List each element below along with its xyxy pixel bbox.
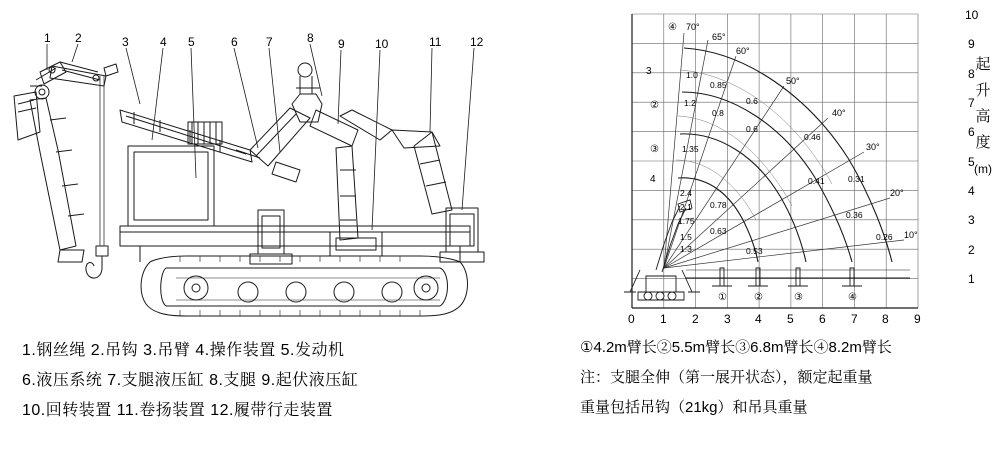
x-tick-label: 8 <box>882 312 889 326</box>
y-tick-label: 6 <box>968 125 975 139</box>
boom-length-legend: ①4.2m臂长②5.5m臂长③6.8m臂长④8.2m臂长 <box>580 339 892 356</box>
svg-text:③: ③ <box>650 144 659 155</box>
svg-text:1.0: 1.0 <box>686 70 698 80</box>
x-tick-label: 3 <box>724 312 731 326</box>
y-tick-label: 9 <box>968 37 975 51</box>
load-chart <box>560 0 1000 330</box>
svg-text:1.35: 1.35 <box>682 144 699 154</box>
callout-number: 11 <box>429 35 442 49</box>
svg-text:③: ③ <box>794 292 803 303</box>
svg-text:2.1: 2.1 <box>680 202 692 212</box>
mini-crane-illustration <box>624 200 910 300</box>
callout-number: 2 <box>75 31 82 45</box>
svg-text:4: 4 <box>650 174 656 185</box>
angle-label-60: 60° <box>736 46 750 56</box>
svg-text:①: ① <box>718 292 727 303</box>
svg-text:④: ④ <box>668 22 677 33</box>
svg-text:0.63: 0.63 <box>710 226 727 236</box>
svg-text:0.85: 0.85 <box>710 80 727 90</box>
svg-text:0.46: 0.46 <box>804 132 821 142</box>
x-tick-label: 6 <box>819 312 826 326</box>
y-axis-title-char: 高 <box>975 108 991 125</box>
ground-marker-labels <box>718 292 857 303</box>
chart-note-2: 重量包括吊钩（21kg）和吊具重量 <box>580 399 808 416</box>
svg-text:1.5: 1.5 <box>680 232 692 242</box>
callout-number: 9 <box>338 37 345 51</box>
y-tick-label: 5 <box>968 155 975 169</box>
x-tick-label: 7 <box>851 312 858 326</box>
svg-text:0.41: 0.41 <box>808 176 825 186</box>
angle-label-50: 50° <box>786 76 800 86</box>
legend-line-2: 6.液压系统 7.支腿液压缸 8.支腿 9.起伏液压缸 <box>22 372 359 389</box>
callout-number: 1 <box>44 31 51 45</box>
callout-number: 10 <box>375 37 389 51</box>
component-legend <box>22 336 522 426</box>
svg-text:0.36: 0.36 <box>846 210 863 220</box>
svg-text:②: ② <box>650 100 659 111</box>
crane-drawing <box>0 0 560 330</box>
y-tick-label: 7 <box>968 96 975 110</box>
chart-legend-notes <box>580 333 990 423</box>
callout-number: 8 <box>307 31 314 45</box>
y-tick-label: 10 <box>965 8 979 22</box>
angle-label-70: 70° <box>686 22 700 32</box>
angle-label-40: 40° <box>832 108 846 118</box>
chart-note-1: 注：支腿全伸（第一展开状态），额定起重量 <box>580 369 873 386</box>
callout-number: 7 <box>266 35 273 49</box>
chart-gridlines <box>632 14 918 308</box>
callout-number: 12 <box>470 35 484 49</box>
angle-label-30: 30° <box>866 142 880 152</box>
capacity-value-labels <box>678 70 893 256</box>
legend-line-3: 10.回转装置 11.卷扬装置 12.履带行走装置 <box>22 402 333 419</box>
angle-label-20: 20° <box>890 188 904 198</box>
x-tick-label: 2 <box>692 312 699 326</box>
angle-label-65: 65° <box>712 32 726 42</box>
svg-text:0.8: 0.8 <box>712 108 724 118</box>
x-tick-label: 4 <box>755 312 762 326</box>
y-axis-title-char: 度 <box>975 134 991 151</box>
legend-line-1: 1.钢丝绳 2.吊钩 3.吊臂 4.操作装置 5.发动机 <box>22 342 345 359</box>
svg-text:2.4: 2.4 <box>680 188 692 198</box>
x-tick-label: 9 <box>914 312 921 326</box>
x-tick-label: 0 <box>628 312 635 326</box>
y-axis-title-char: 起 <box>975 56 991 73</box>
svg-text:1.2: 1.2 <box>684 98 696 108</box>
load-chart-panel <box>560 0 1000 450</box>
y-tick-label: 1 <box>968 272 975 286</box>
svg-text:0.6: 0.6 <box>746 96 758 106</box>
svg-text:②: ② <box>754 292 763 303</box>
svg-text:0.26: 0.26 <box>876 232 893 242</box>
svg-text:0.31: 0.31 <box>848 174 865 184</box>
y-axis-title-unit: (m) <box>974 162 992 176</box>
callout-number: 3 <box>122 35 129 49</box>
svg-text:0.53: 0.53 <box>746 246 763 256</box>
boom-marker-labels <box>646 22 677 185</box>
y-tick-label: 2 <box>968 243 975 257</box>
y-axis-title <box>974 52 992 182</box>
y-tick-label: 3 <box>968 213 975 227</box>
svg-text:④: ④ <box>848 292 857 303</box>
svg-text:0.78: 0.78 <box>710 200 727 210</box>
x-tick-label: 1 <box>660 312 667 326</box>
x-tick-label: 5 <box>787 312 794 326</box>
y-axis-title-char: 升 <box>975 82 991 99</box>
angle-label-10: 10° <box>904 230 918 240</box>
capacity-grid <box>676 70 832 220</box>
svg-text:1.75: 1.75 <box>678 216 695 226</box>
y-tick-label: 4 <box>968 184 975 198</box>
svg-text:0.6: 0.6 <box>746 124 758 134</box>
svg-text:3: 3 <box>646 66 652 77</box>
y-tick-label: 8 <box>968 67 975 81</box>
callout-number: 6 <box>231 35 238 49</box>
svg-text:1.3: 1.3 <box>680 244 692 254</box>
callout-number: 4 <box>160 35 167 49</box>
callout-number: 5 <box>188 35 195 49</box>
